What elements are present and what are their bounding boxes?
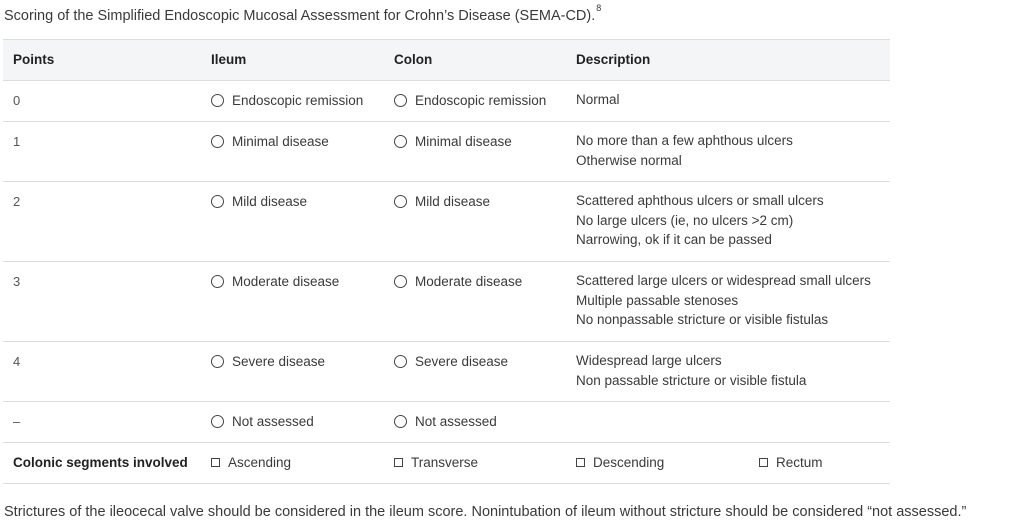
caption-text: Scoring of the Simplified Endoscopic Mucosal Assessment for Crohn’s Disease (SEMA-CD). — [4, 7, 596, 24]
segment-label: Rectum — [776, 455, 823, 470]
colon-option[interactable] — [394, 194, 490, 209]
row-description — [576, 191, 824, 250]
header-colon: Colon — [394, 52, 433, 67]
row-points: 0 — [13, 93, 21, 108]
segment-rectum-checkbox[interactable] — [759, 455, 823, 470]
segment-descending-checkbox[interactable] — [576, 455, 664, 470]
radio-button-icon[interactable] — [211, 275, 224, 288]
checkbox-icon[interactable] — [576, 458, 585, 467]
header-points: Points — [13, 52, 55, 67]
colon-option[interactable] — [394, 134, 512, 149]
description-line: Widespread large ulcers — [576, 353, 722, 368]
colon-option[interactable] — [394, 93, 546, 108]
row-points: 1 — [13, 134, 21, 149]
segment-transverse-checkbox[interactable] — [394, 455, 478, 470]
row-points: – — [13, 414, 21, 429]
segments-label: Colonic segments involved — [13, 455, 188, 470]
row-points: 3 — [13, 274, 21, 289]
description-line: Non passable stricture or visible fistula — [576, 372, 807, 388]
ileum-option-label: Endoscopic remission — [232, 93, 364, 108]
caption-reference[interactable]: 8 — [596, 3, 602, 13]
ileum-option[interactable] — [211, 134, 329, 149]
ileum-option-label: Severe disease — [232, 354, 326, 369]
radio-button-icon[interactable] — [394, 94, 407, 107]
radio-button-icon[interactable] — [394, 195, 407, 208]
description-line: Scattered aphthous ulcers or small ulcers — [576, 193, 824, 208]
segment-ascending-checkbox[interactable] — [211, 455, 291, 470]
header-ileum: Ileum — [211, 52, 247, 67]
ileum-option-label: Moderate disease — [232, 274, 340, 289]
radio-button-icon[interactable] — [211, 135, 224, 148]
header-description: Description — [576, 52, 651, 67]
row-points: 2 — [13, 194, 21, 209]
checkbox-icon[interactable] — [759, 458, 768, 467]
row-points: 4 — [13, 354, 21, 369]
colon-option-label: Endoscopic remission — [415, 93, 547, 108]
table-row — [3, 341, 890, 401]
colon-option-label: Mild disease — [415, 194, 491, 209]
segment-label: Transverse — [411, 455, 479, 470]
colon-option[interactable] — [394, 354, 508, 369]
description-line: No large ulcers (ie, no ulcers >2 cm) — [576, 212, 794, 228]
segment-label: Ascending — [228, 455, 292, 470]
segment-label: Descending — [593, 455, 665, 470]
table-header-row — [3, 39, 890, 80]
checkbox-icon[interactable] — [394, 458, 403, 467]
table-row — [3, 401, 890, 442]
colon-option[interactable] — [394, 414, 497, 429]
ileum-option-label: Not assessed — [232, 414, 314, 429]
radio-button-icon[interactable] — [394, 275, 407, 288]
checkbox-icon[interactable] — [211, 458, 220, 467]
table-footnote: Strictures of the ileocecal valve should be considered in the ileum score. Nonintubation of ileum without stricture should be considered “not assessed.” — [4, 504, 967, 520]
table-caption — [4, 3, 602, 24]
ileum-option[interactable] — [211, 414, 314, 429]
description-line: No nonpassable stricture or visible fistulas — [576, 312, 829, 327]
row-description — [576, 131, 793, 170]
radio-button-icon[interactable] — [394, 355, 407, 368]
colon-option-label: Moderate disease — [415, 274, 523, 289]
description-line: Scattered large ulcers or widespread small ulcers — [576, 273, 871, 288]
ileum-option[interactable] — [211, 354, 325, 369]
ileum-option[interactable] — [211, 274, 339, 289]
radio-button-icon[interactable] — [394, 415, 407, 428]
ileum-option[interactable] — [211, 93, 363, 108]
ileum-option-label: Minimal disease — [232, 134, 329, 149]
radio-button-icon[interactable] — [211, 415, 224, 428]
description-line: Otherwise normal — [576, 152, 682, 168]
row-description — [576, 351, 806, 390]
segments-row — [3, 442, 890, 484]
radio-button-icon[interactable] — [394, 135, 407, 148]
colon-option-label: Minimal disease — [415, 134, 512, 149]
row-description — [576, 93, 620, 110]
table-row — [3, 261, 890, 341]
table-row — [3, 181, 890, 261]
description-line: Multiple passable stenoses — [576, 292, 739, 308]
table-row — [3, 121, 890, 181]
description-line: Narrowing, ok if it can be passed — [576, 232, 772, 247]
sema-cd-table — [3, 39, 890, 484]
radio-button-icon[interactable] — [211, 355, 224, 368]
description-line: Normal — [576, 92, 620, 107]
table-row — [3, 80, 890, 121]
description-line: No more than a few aphthous ulcers — [576, 133, 793, 148]
radio-button-icon[interactable] — [211, 195, 224, 208]
row-description — [576, 271, 871, 330]
colon-option[interactable] — [394, 274, 522, 289]
colon-option-label: Severe disease — [415, 354, 509, 369]
ileum-option-label: Mild disease — [232, 194, 308, 209]
ileum-option[interactable] — [211, 194, 307, 209]
colon-option-label: Not assessed — [415, 414, 497, 429]
radio-button-icon[interactable] — [211, 94, 224, 107]
